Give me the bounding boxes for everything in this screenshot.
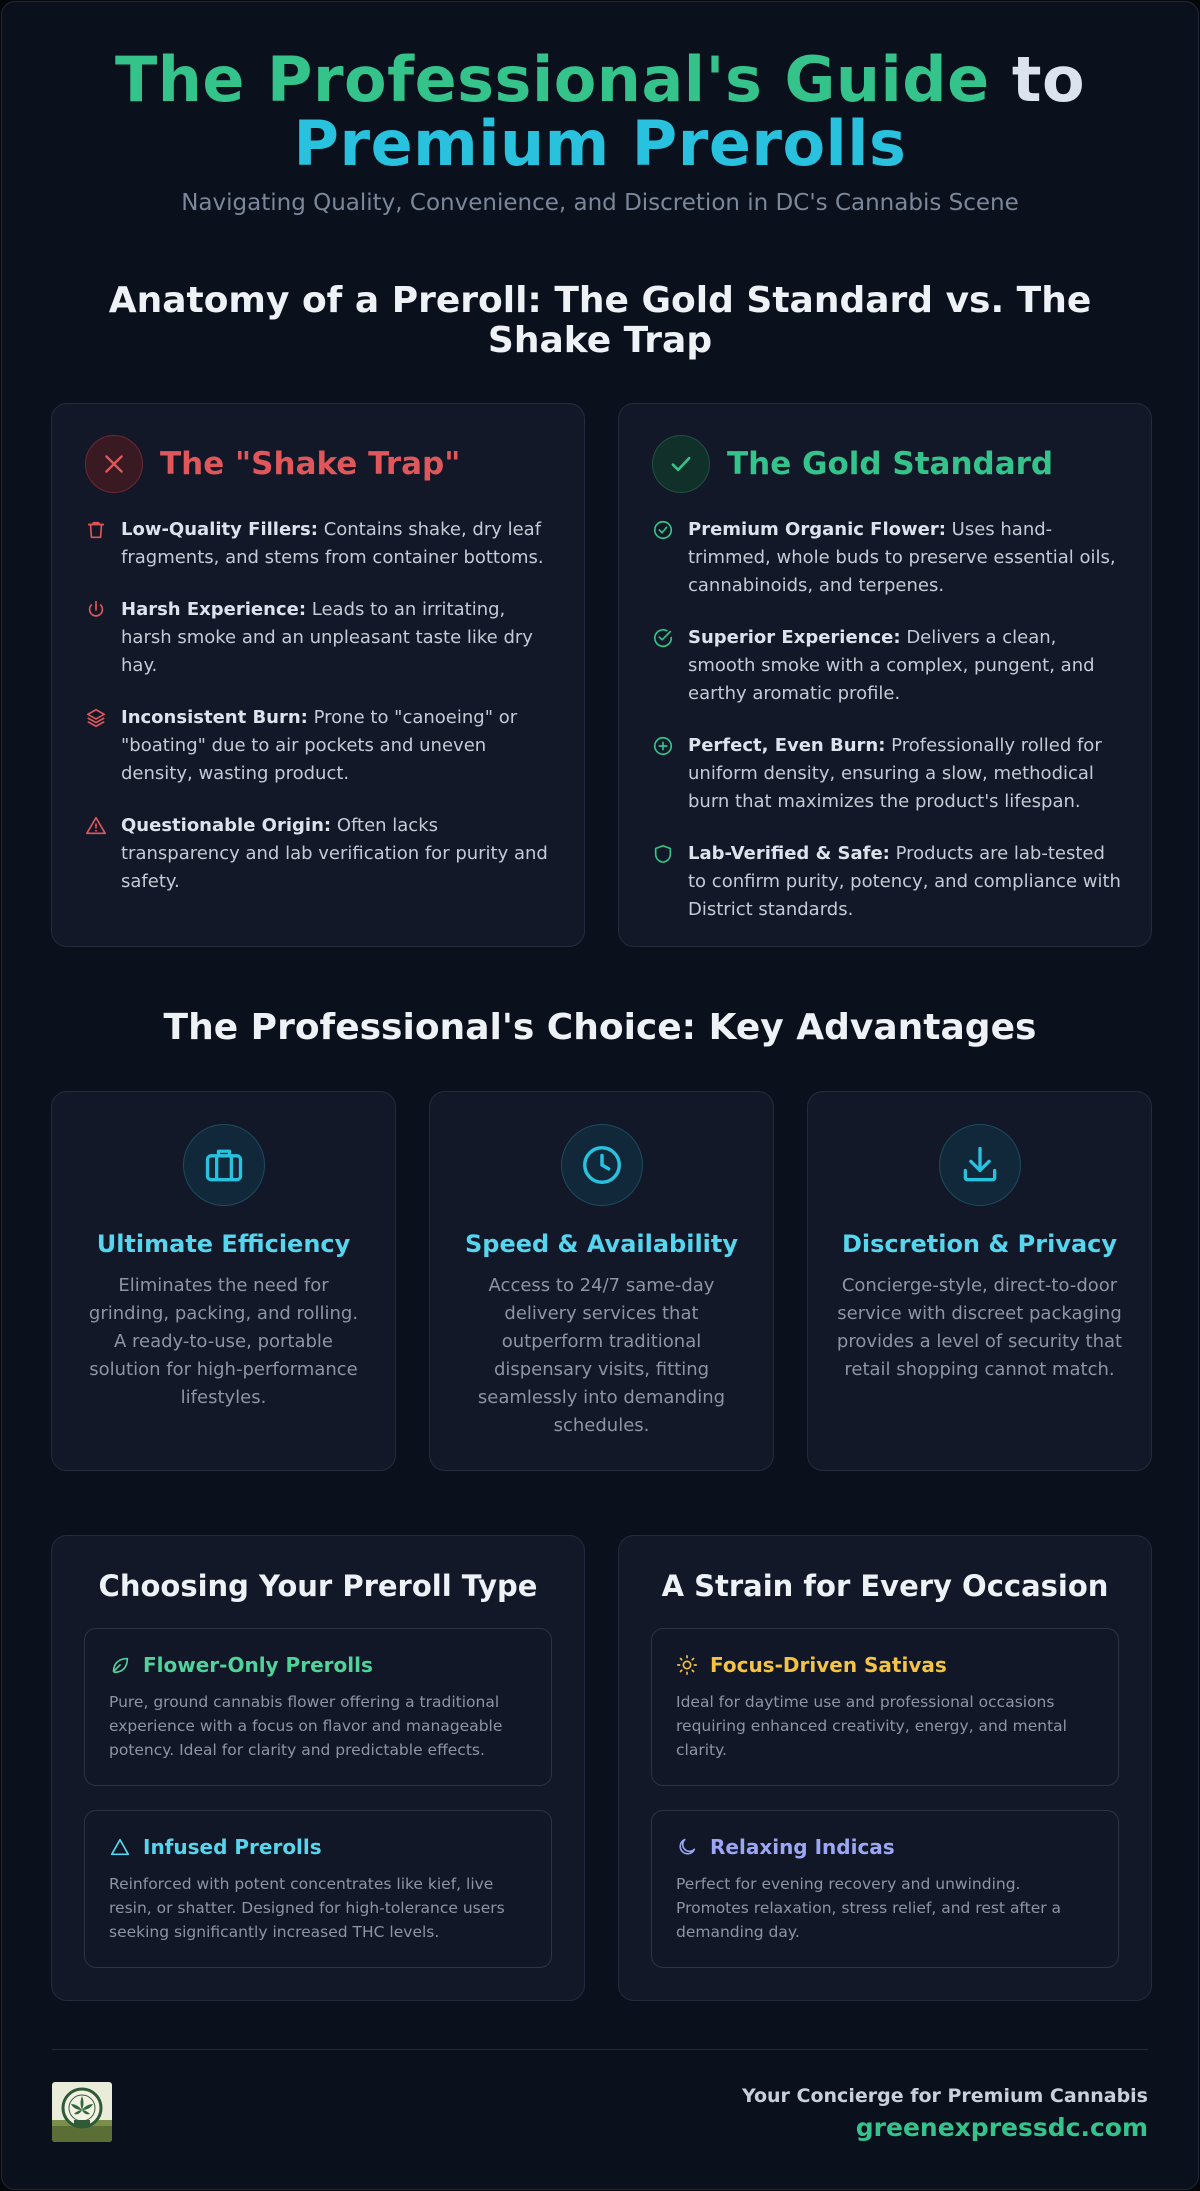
clock-icon xyxy=(561,1124,643,1206)
flower-only-card xyxy=(84,1628,552,1786)
preroll-type-panel xyxy=(51,1535,585,2001)
footer-contact xyxy=(742,2085,1148,2142)
circle-check-icon xyxy=(652,624,674,708)
x-icon xyxy=(85,435,143,493)
type-title: Flower-Only Prerolls xyxy=(143,1653,373,1677)
shake-trap-card xyxy=(51,403,585,947)
check-icon xyxy=(652,435,710,493)
page-title xyxy=(2,43,1198,180)
badge-check-icon xyxy=(652,516,674,600)
sun-icon xyxy=(676,1654,698,1676)
advantage-title: Discretion & Privacy xyxy=(841,1230,1118,1258)
shake-trap-title: The "Shake Trap" xyxy=(160,446,461,482)
list-item xyxy=(652,840,1121,924)
list-item xyxy=(85,812,554,896)
strain-title: Relaxing Indicas xyxy=(710,1835,895,1859)
list-item xyxy=(652,732,1121,816)
gold-standard-header xyxy=(652,435,1053,493)
list-item xyxy=(85,516,554,572)
item-label: Inconsistent Burn: xyxy=(121,707,308,728)
panel-title: Choosing Your Preroll Type xyxy=(98,1569,538,1603)
footer-divider xyxy=(52,2049,1148,2050)
title-part-prerolls: Premium Prerolls xyxy=(293,107,907,180)
hero xyxy=(2,2,1198,216)
item-text: Leads to an irritating, harsh smoke and an unpleasant taste like dry hay. xyxy=(121,599,533,676)
advantage-card-efficiency xyxy=(51,1091,396,1471)
brand-logo xyxy=(52,2082,112,2142)
strain-panel xyxy=(618,1535,1152,2001)
list-item xyxy=(652,624,1121,708)
item-text: Often lacks transparency and lab verification for purity and safety. xyxy=(121,815,548,892)
panel-title: A Strain for Every Occasion xyxy=(661,1569,1109,1603)
advantage-card-discretion xyxy=(807,1091,1152,1471)
item-label: Lab-Verified & Safe: xyxy=(688,843,890,864)
infographic-page xyxy=(1,1,1199,2190)
indica-card xyxy=(651,1810,1119,1968)
item-text: Delivers a clean, smooth smoke with a complex, pungent, and earthy aromatic profile. xyxy=(688,627,1095,704)
advantage-text: Access to 24/7 same-day delivery services that outperform traditional dispensary visits, fitting seamlessly into demanding schedules. xyxy=(477,1275,726,1436)
sativa-card xyxy=(651,1628,1119,1786)
title-part-to: to xyxy=(1011,43,1086,116)
item-text: Contains shake, dry leaf fragments, and stems from container bottoms. xyxy=(121,519,544,568)
advantages-section-title: The Professional's Choice: Key Advantages xyxy=(163,1007,1037,1048)
plus-circle-icon xyxy=(652,732,674,816)
item-label: Harsh Experience: xyxy=(121,599,307,620)
item-text: Professionally rolled for uniform density, ensuring a slow, methodical burn that maximizes the product's lifespan. xyxy=(688,735,1102,812)
type-text: Reinforced with potent concentrates like kief, live resin, or shatter. Designed for high-tolerance users seeking significantly increased THC levels. xyxy=(109,1875,505,1941)
layers-icon xyxy=(85,704,107,788)
item-text: Products are lab-tested to confirm purity, potency, and compliance with District standards. xyxy=(688,843,1121,920)
type-title: Infused Prerolls xyxy=(143,1835,322,1859)
advantage-text: Concierge-style, direct-to-door service with discreet packaging provides a level of security that retail shopping cannot match. xyxy=(836,1275,1123,1380)
item-label: Low-Quality Fillers: xyxy=(121,519,318,540)
item-label: Perfect, Even Burn: xyxy=(688,735,886,756)
shake-trap-header xyxy=(85,435,460,493)
power-icon xyxy=(85,596,107,680)
item-label: Superior Experience: xyxy=(688,627,901,648)
item-text: Prone to "canoeing" or "boating" due to air pockets and uneven density, wasting product. xyxy=(121,707,518,784)
footer-website-link[interactable]: greenexpressdc.com xyxy=(855,2113,1148,2142)
strain-text: Perfect for evening recovery and unwinding. Promotes relaxation, stress relief, and rest after a demanding day. xyxy=(676,1875,1062,1941)
advantage-card-speed xyxy=(429,1091,774,1471)
shield-icon xyxy=(652,840,674,924)
gold-standard-list xyxy=(652,516,1121,948)
strain-title: Focus-Driven Sativas xyxy=(710,1653,947,1677)
item-label: Questionable Origin: xyxy=(121,815,332,836)
title-part-guide: The Professional's Guide xyxy=(114,43,990,116)
download-icon xyxy=(939,1124,1021,1206)
item-label: Premium Organic Flower: xyxy=(688,519,946,540)
warning-triangle-icon xyxy=(85,812,107,896)
type-text: Pure, ground cannabis flower offering a traditional experience with a focus on flavor and manageable potency. Ideal for clarity and predictable effects. xyxy=(109,1693,503,1759)
anatomy-section-title: Anatomy of a Preroll: The Gold Standard vs. The Shake Trap xyxy=(108,280,1092,361)
advantage-title: Ultimate Efficiency xyxy=(96,1230,351,1258)
shake-trap-list xyxy=(85,516,554,920)
gold-standard-card xyxy=(618,403,1152,947)
item-text: Uses hand-trimmed, whole buds to preserve essential oils, cannabinoids, and terpenes. xyxy=(688,519,1116,596)
briefcase-icon xyxy=(183,1124,265,1206)
advantage-text: Eliminates the need for grinding, packing, and rolling. A ready-to-use, portable solution for high-performance lifestyles. xyxy=(88,1275,359,1408)
moon-icon xyxy=(676,1836,698,1858)
page-subtitle: Navigating Quality, Convenience, and Discretion in DC's Cannabis Scene xyxy=(181,190,1019,216)
footer-tagline: Your Concierge for Premium Cannabis xyxy=(741,2085,1148,2107)
advantage-title: Speed & Availability xyxy=(464,1230,739,1258)
strain-text: Ideal for daytime use and professional occasions requiring enhanced creativity, energy, and mental clarity. xyxy=(676,1693,1067,1759)
list-item xyxy=(85,704,554,788)
gold-standard-title: The Gold Standard xyxy=(727,446,1054,482)
infused-card xyxy=(84,1810,552,1968)
list-item xyxy=(652,516,1121,600)
leaf-icon xyxy=(109,1654,131,1676)
trash-icon xyxy=(85,516,107,572)
triangle-icon xyxy=(109,1836,131,1858)
list-item xyxy=(85,596,554,680)
